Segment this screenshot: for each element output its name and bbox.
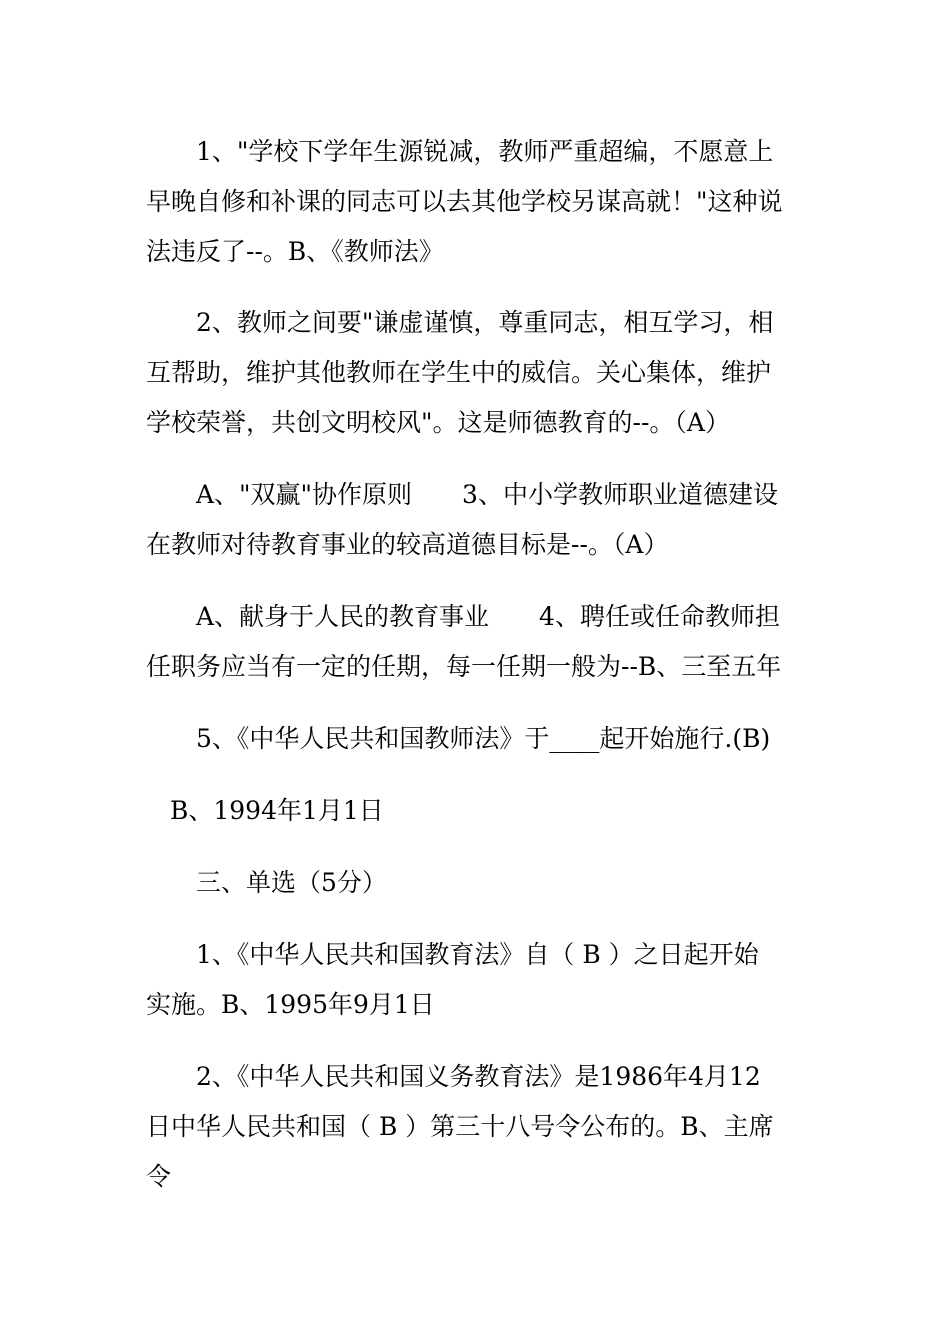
q2-line-3: 学校荣誉，共创文明校风"。这是师德教育的--。（A） [146,408,730,437]
q2-line-2: 互帮助，维护其他教师在学生中的威信。关心集体，维护 [146,358,772,387]
q5-line-1: 5、《中华人民共和国教师法》于____起开始施行.(B) [196,724,771,753]
s2-line-3: 令 [146,1162,172,1191]
q5-answer: B、1994年1月1日 [170,796,384,825]
s1-line-2: 实施。B、1995年9月1日 [146,990,435,1019]
q4-line-1: A、献身于人民的教育事业 4、聘任或任命教师担 [196,602,780,631]
q4-line-2: 任职务应当有一定的任期，每一任期一般为--B、三至五年 [146,652,782,681]
q3-line-1: A、"双赢"协作原则 3、中小学教师职业道德建设 [196,480,778,509]
section-heading: 三、单选（5分） [196,868,387,897]
q2-line-1: 2、教师之间要"谦虚谨慎，尊重同志，相互学习，相 [196,308,774,337]
s2-line-1: 2、《中华人民共和国义务教育法》是1986年4月12 [196,1062,761,1091]
s1-line-1: 1、《中华人民共和国教育法》自（ B ）之日起开始 [196,940,759,969]
q1-line-1: 1、"学校下学年生源锐减，教师严重超编，不愿意上 [196,137,774,166]
s2-line-2: 日中华人民共和国（ B ）第三十八号令公布的。B、主席 [146,1112,774,1141]
q1-line-3: 法违反了--。B、《教师法》 [146,237,444,266]
q1-line-2: 早晚自修和补课的同志可以去其他学校另谋高就！"这种说 [146,187,783,216]
q3-line-2: 在教师对待教育事业的较高道德目标是--。（A） [146,530,669,559]
